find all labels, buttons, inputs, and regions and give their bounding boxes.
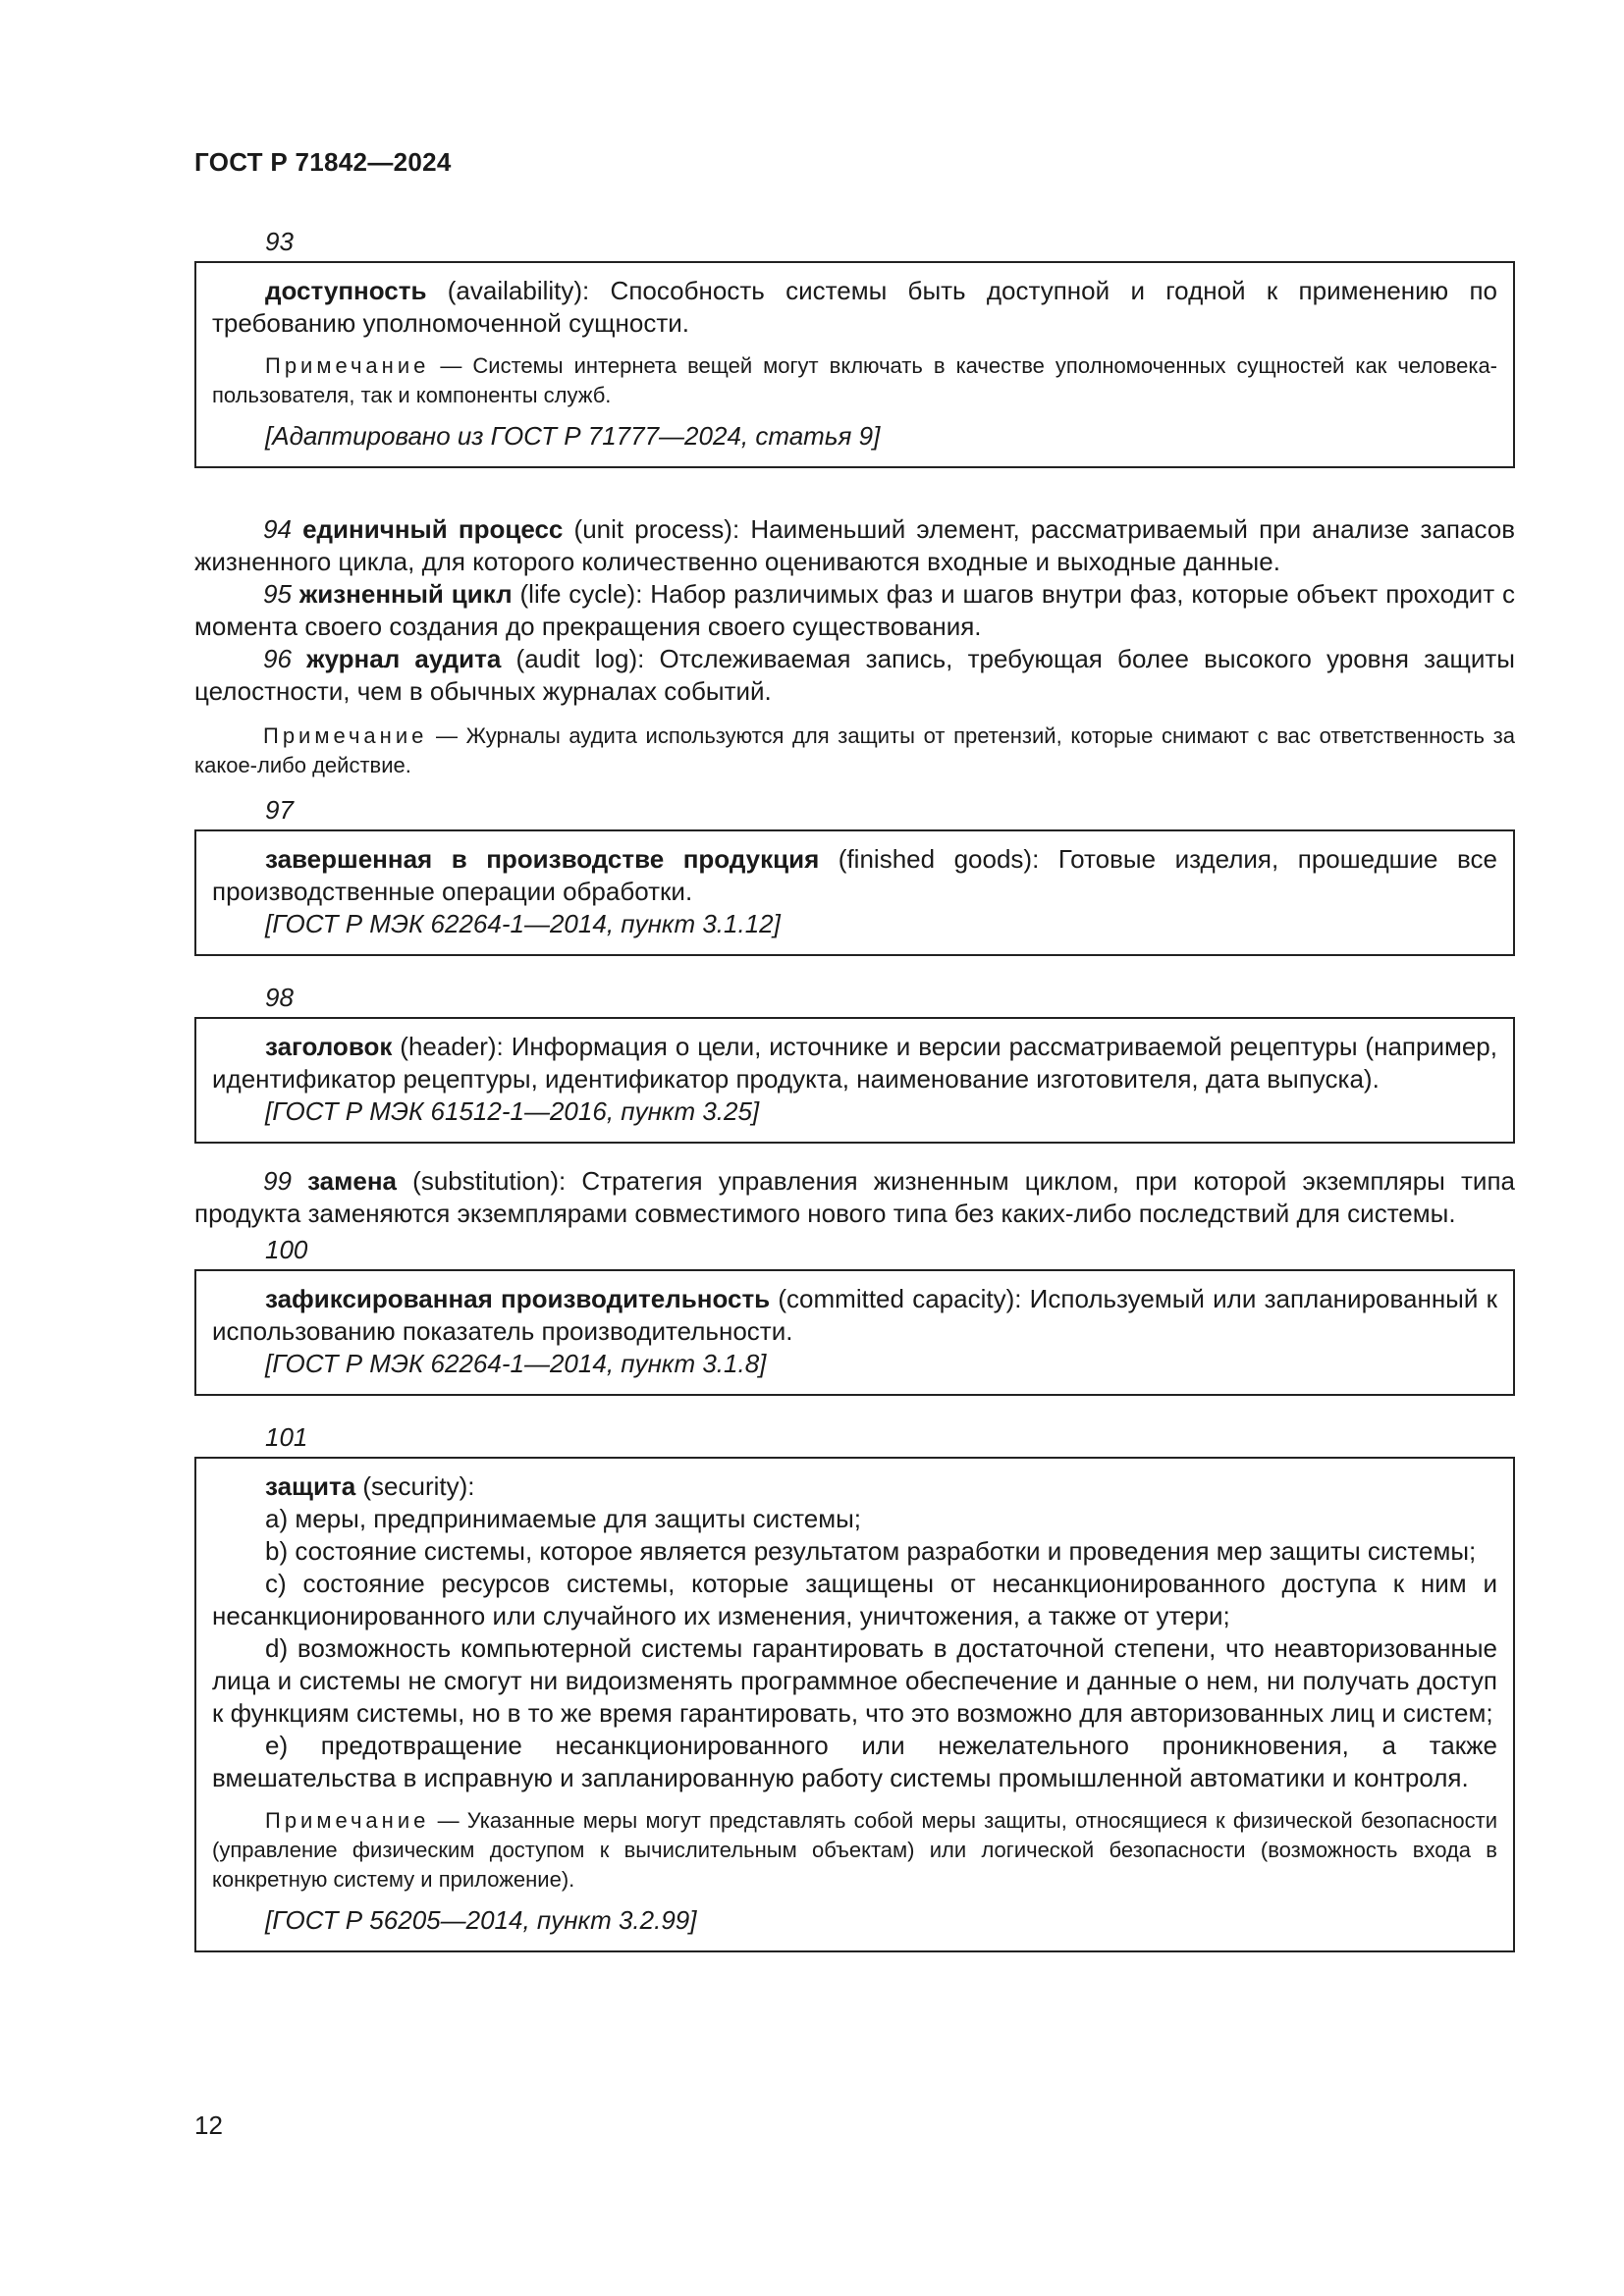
list-item: a) меры, предпринимаемые для защиты системы; <box>265 1504 862 1533</box>
entry-95: 95 жизненный цикл (life cycle): Набор различимых фаз и шагов внутри фаз, которые объект проходит с момента своего создания до прекращения своего существования. <box>194 579 1515 641</box>
term-93: доступность <box>265 276 427 305</box>
entry-96: 96 журнал аудита (audit log): Отслеживаемая запись, требующая более высокого уровня защиты целостности, чем в обычных журналах событий. <box>194 644 1515 706</box>
list-item: e) предотвращение несанкционированного или нежелательного проникновения, а также вмешательства в исправную и запланированную работу системы промышленной автоматики и контроля. <box>212 1731 1497 1792</box>
term-101: защита <box>265 1471 356 1501</box>
entry-number-97: 97 <box>265 795 294 825</box>
term-99: замена <box>307 1166 397 1196</box>
term-100: зафиксированная производительность <box>265 1284 771 1313</box>
term-box-100 <box>194 1269 1515 1396</box>
list-item: b) состояние системы, которое является результатом разработки и проведения мер защиты системы; <box>265 1536 1477 1566</box>
term-97: завершенная в производстве продукция <box>265 844 820 874</box>
term-96: журнал аудита <box>306 644 502 673</box>
term-box-98 <box>194 1017 1515 1144</box>
note-label: Примечание <box>265 353 430 378</box>
term-box-101 <box>194 1457 1515 1952</box>
term-definition-100: зафиксированная производительность (committed capacity): Используемый или запланированный к использованию показатель производительности. <box>212 1284 1497 1346</box>
entry-number-101: 101 <box>265 1422 308 1452</box>
entry-99: 99 замена (substitution): Стратегия управления жизненным циклом, при которой экземпляры типа продукта заменяются экземплярами совместимого нового типа без каких-либо последствий для системы. <box>194 1166 1515 1228</box>
term-box-93 <box>194 261 1515 468</box>
note-label: Примечание <box>265 1808 430 1833</box>
source-97: [ГОСТ Р МЭК 62264-1—2014, пункт 3.1.12] <box>265 909 781 938</box>
term-94: единичный процесс <box>302 514 564 544</box>
entry-number-98: 98 <box>265 983 294 1012</box>
term-box-97 <box>194 829 1515 956</box>
term-definition-93: доступность (availability): Способность системы быть доступной и годной к применению по требованию уполномоченной сущности. <box>212 276 1497 338</box>
term-definition-98: заголовок (header): Информация о цели, источнике и версии рассматриваемой рецептуры (например, идентификатор рецептуры, идентификатор продукта, наименование изготовителя, дата выпуска). <box>212 1032 1497 1094</box>
list-item: d) возможность компьютерной системы гарантировать в достаточной степени, что неавторизованные лица и системы не смогут ни видоизменять программное обеспечение и данные о нем, ни получать доступ к функциям системы, но в то же время гарантировать, что это возможно для авторизованных лиц и систем; <box>212 1633 1497 1728</box>
note-label: Примечание <box>263 723 428 748</box>
term-definition-101: защита (security): <box>265 1471 475 1501</box>
source-100: [ГОСТ Р МЭК 62264-1—2014, пункт 3.1.8] <box>265 1349 767 1378</box>
list-item: c) состояние ресурсов системы, которые защищены от несанкционированного доступа к ним и несанкционированного или случайного их изменения, уничтожения, а также от утери; <box>212 1569 1497 1630</box>
source-93: [Адаптировано из ГОСТ Р 71777—2024, статья 9] <box>265 421 881 451</box>
entry-94: 94 единичный процесс (unit process): Наименьший элемент, рассматриваемый при анализе запасов жизненного цикла, для которого количественно оцениваются входные и выходные данные. <box>194 514 1516 576</box>
note-96: Примечание — Журналы аудита используются для защиты от претензий, которые снимают с вас ответственность за какое-либо действие. <box>194 723 1515 777</box>
term-definition-97: завершенная в производстве продукция (finished goods): Готовые изделия, прошедшие все производственные операции обработки. <box>212 844 1497 906</box>
term-98: заголовок <box>265 1032 393 1061</box>
document-body <box>194 222 1515 1974</box>
source-101: [ГОСТ Р 56205—2014, пункт 3.2.99] <box>265 1905 697 1935</box>
term-95: жизненный цикл <box>298 579 513 609</box>
page-number: 12 <box>194 2110 223 2140</box>
note-101: Примечание — Указанные меры могут представлять собой меры защиты, относящиеся к физической безопасности (управление физическим доступом к вычислительным объектам) или логической безопасности (возможность входа в конкретную систему и приложение). <box>212 1808 1497 1892</box>
document-header: ГОСТ Р 71842—2024 <box>194 147 452 177</box>
entry-number-93: 93 <box>265 227 294 256</box>
entry-number-100: 100 <box>265 1235 308 1264</box>
note-93: Примечание — Системы интернета вещей могут включать в качестве уполномоченных сущностей как человека-пользователя, так и компоненты служб. <box>212 353 1497 407</box>
source-98: [ГОСТ Р МЭК 61512-1—2016, пункт 3.25] <box>265 1096 760 1126</box>
